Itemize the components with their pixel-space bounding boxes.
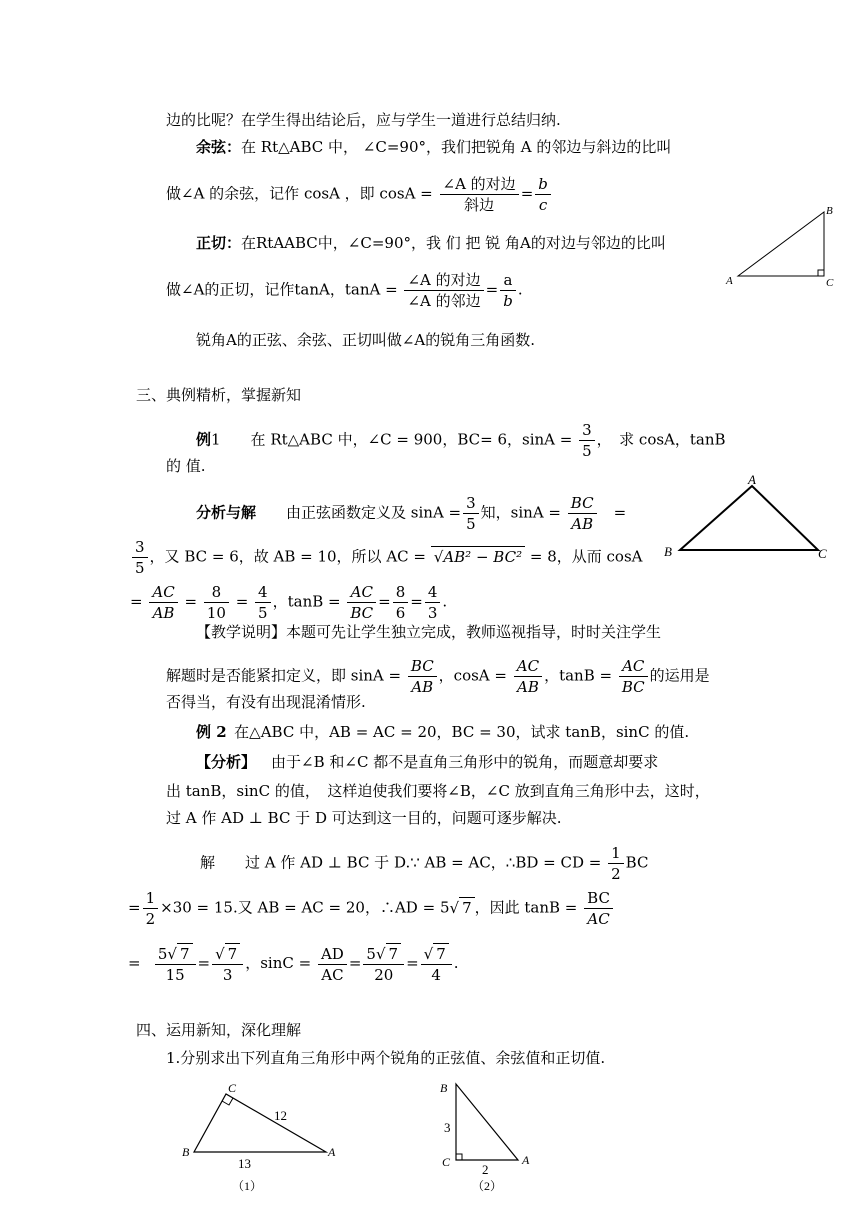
sqrt-expression: √AB² − BC²	[431, 546, 525, 567]
vertex-b-label: B	[826, 205, 833, 217]
section-4-heading: 四、运用新知，深化理解	[136, 1021, 302, 1039]
analysis-line1	[196, 493, 626, 534]
tan-eq: =	[485, 280, 499, 299]
note-text2: ，cosA =	[438, 666, 507, 685]
tan-definition-line1	[196, 233, 666, 253]
a3-eq2: =	[235, 592, 249, 611]
sol-frac2: $\frac{1}{2}$	[143, 888, 159, 929]
cos-eq: =	[520, 184, 534, 203]
cos-label: 余弦：	[196, 138, 242, 156]
s3-frac2: $\frac{√ 7}{3}$	[212, 943, 243, 985]
triangle-shape	[738, 212, 824, 276]
a3-eq0: =	[130, 592, 143, 611]
s3-eq1: =	[197, 954, 211, 972]
s3-frac3: $\frac{AD}{AC}$	[318, 944, 347, 985]
intro-line: 边的比呢？在学生得出结论后，应与学生一道进行总结归纳.	[166, 111, 561, 129]
cos-text2: 做∠A 的余弦，记作 cosA ，即 cosA =	[166, 184, 433, 203]
cos-fraction-words: $\frac{\text{∠A 的对边}}{\text{斜边}}$	[440, 174, 519, 215]
sol-text3: ，因此 tanB =	[474, 898, 578, 917]
note-frac3: $\frac{AC}{BC}$	[619, 656, 648, 697]
analysis-frac1: $\frac{3}{5}$	[463, 493, 479, 534]
sol-sqrt7: √ 7	[450, 897, 475, 918]
fig1-triangle	[194, 1094, 326, 1152]
analysis2-text1: 由于∠B 和∠C 都不是直角三角形中的锐角，而题意却要求	[271, 753, 659, 771]
example1-text2: ， 求 cosA，tanB	[596, 430, 726, 449]
solution-line3	[128, 943, 459, 985]
example1-fraction: $\frac{3}{5}$	[579, 420, 595, 461]
analysis2-line3: 过 A 作 AD ⊥ BC 于 D 可达到这一目的，问题可逐步解决.	[166, 809, 562, 827]
note-line2	[166, 656, 710, 697]
solution-line1	[200, 843, 648, 884]
s3-eq2: =	[348, 954, 362, 972]
note-line3: 否得当，有没有出现混淆情形.	[166, 693, 366, 711]
a3-eq1: =	[184, 592, 198, 611]
analysis2-line2: 出 tanB，sinC 的值， 这样迫使我们要将∠B，∠C 放到直角三角形中去，这时，	[166, 782, 710, 800]
analysis-frac3: $\frac{3}{5}$	[132, 537, 148, 578]
s3-eq0: =	[128, 954, 141, 972]
example1-label: 例	[196, 430, 212, 449]
fig1-side-ba: 13	[238, 1156, 251, 1171]
analysis-text4: ，又 BC = 6，故 AB = 10，所以 AC =	[149, 547, 426, 566]
tan-label: 正切：	[196, 234, 242, 252]
sol-coef: 5	[439, 898, 450, 917]
s3-frac2-num: √ 7	[212, 943, 243, 965]
section-3-heading: 三、典例精析，掌握新知	[136, 386, 302, 404]
sol-frac1: $\frac{1}{2}$	[608, 843, 624, 884]
sol-sqrt7-in: 7	[459, 897, 475, 918]
example1-text: 1 在 Rt△ABC 中，∠C = 900，BC= 6，sinA =	[211, 430, 573, 449]
tan-definition-line2	[166, 270, 523, 311]
s3-eq3: =	[406, 954, 419, 972]
fig2-caption: （2）	[472, 1179, 503, 1193]
a3-frac2: $\frac{8}{10}$	[204, 582, 229, 623]
figure-2	[436, 1078, 546, 1194]
note-line1: 【教学说明】本题可先让学生独立完成，教师巡视指导，时时关注学生	[196, 623, 662, 641]
s3-frac1: $\frac{5√ 7}{15}$	[155, 943, 196, 985]
analysis-text1: 由正弦函数定义及 sinA =	[286, 503, 462, 522]
cos-fraction-letters: $\frac{b}{c}$	[535, 174, 551, 215]
s3-end: .	[453, 954, 459, 972]
tan-fraction-letters: $\frac{a}{b}$	[500, 270, 516, 311]
fig2-side-bc: 3	[444, 1120, 451, 1135]
fig1-vertex-c: C	[228, 1082, 237, 1095]
example1-line2: 的 值.	[166, 457, 206, 475]
iso-vertex-b: B	[664, 544, 672, 559]
iso-vertex-c: C	[818, 546, 827, 561]
summary-line: 锐角A的正弦、余弦、正切叫做∠A的锐角三角函数.	[196, 331, 536, 349]
question-1: 1.分别求出下列直角三角形中两个锐角的正弦值、余弦值和正切值.	[166, 1049, 606, 1067]
a3-eq3: =	[378, 592, 391, 611]
s3-frac5: $\frac{√ 7}{4}$	[421, 943, 452, 985]
note-text4: 的运用是	[649, 666, 710, 685]
a3-frac1: $\frac{AC}{AB}$	[149, 582, 177, 623]
iso-triangle-shape	[680, 486, 818, 550]
analysis2-label: 【分析】	[196, 753, 249, 771]
fig1-side-ca: 12	[274, 1108, 287, 1123]
fig2-side-ca: 2	[482, 1162, 489, 1177]
solution-line2	[128, 888, 615, 929]
analysis2-line1	[196, 752, 658, 772]
sqrt-content: AB² − BC²	[443, 547, 523, 566]
a3-eq4: =	[410, 592, 423, 611]
note-text1: 解题时是否能紧扣定义，即 sinA =	[166, 666, 402, 685]
sol-text1: 解 过 A 作 AD ⊥ BC 于 D.∵ AB = AC，∴BD = CD =	[200, 853, 602, 872]
figure-1	[176, 1082, 346, 1194]
a3-text: ，tanB =	[272, 592, 341, 611]
sol-eq: =	[128, 898, 141, 917]
fig2-vertex-c: C	[442, 1155, 451, 1169]
analysis-text3: =	[613, 503, 627, 522]
a3-end: .	[442, 592, 448, 611]
vertex-c-label: C	[826, 277, 834, 289]
isosceles-triangle-figure	[662, 472, 838, 564]
sol-frac3: $\frac{BC}{AC}$	[584, 888, 613, 929]
s3-text: ，sinC =	[245, 954, 312, 972]
cos-text1: 在 Rt△ABC 中， ∠C=90°，我们把锐角 A 的邻边与斜边的比叫	[241, 138, 672, 156]
analysis-text5: = 8，从而 cosA	[529, 547, 643, 566]
analysis-text2: 知，sinA =	[480, 503, 561, 522]
fig1-vertex-b: B	[182, 1145, 190, 1159]
example2-label: 例 2	[196, 723, 227, 741]
vertex-a-label: A	[726, 275, 733, 287]
fig1-caption: （1）	[232, 1179, 263, 1193]
a3-frac4: $\frac{AC}{BC}$	[347, 582, 376, 623]
tan-fraction-words: $\frac{\text{∠A 的对边}}{\text{∠A 的邻边}}$	[404, 270, 483, 311]
fig1-vertex-a: A	[328, 1145, 336, 1159]
analysis-label: 分析与解	[196, 503, 257, 522]
example1-line1	[196, 420, 726, 461]
note-text3: ，tanB =	[544, 666, 613, 685]
cos-definition-line1	[196, 137, 671, 157]
a3-frac3: $\frac{4}{5}$	[255, 582, 271, 623]
right-angle-mark	[818, 270, 824, 276]
tan-text2: 做∠A的正切，记作tanA，tanA =	[166, 280, 398, 299]
right-triangle-figure	[722, 198, 844, 290]
s3-frac1-num: 5√ 7	[155, 943, 196, 965]
s3-frac4-num: 5√ 7	[363, 943, 404, 965]
analysis-line2	[130, 537, 643, 578]
fig2-vertex-a: A	[522, 1153, 530, 1167]
s3-frac4: $\frac{5√ 7}{20}$	[363, 943, 404, 985]
fig2-vertex-b: B	[440, 1081, 448, 1095]
fig2-right-angle-mark	[456, 1154, 462, 1160]
tan-text1: 在RtAABC中，∠C=90°，我 们 把 锐 角A的对边与邻边的比叫	[241, 234, 666, 252]
sol-text2: ×30 = 15.又 AB = AC = 20，∴AD =	[160, 898, 436, 917]
note-frac2: $\frac{AC}{AB}$	[514, 656, 542, 697]
example2-line	[196, 722, 689, 742]
fig2-triangle	[456, 1084, 518, 1160]
a3-frac5: $\frac{8}{6}$	[393, 582, 409, 623]
iso-vertex-a: A	[748, 472, 756, 487]
analysis-frac2: $\frac{BC}{AB}$	[568, 493, 597, 534]
a3-frac6: $\frac{4}{3}$	[425, 582, 441, 623]
note-frac1: $\frac{BC}{AB}$	[408, 656, 437, 697]
cos-definition-line2	[166, 174, 553, 215]
sol-text1b: BC	[625, 853, 649, 872]
s3-frac5-num: √ 7	[421, 943, 452, 965]
tan-end: .	[517, 280, 523, 299]
analysis-line3	[130, 582, 447, 623]
example2-text: 在△ABC 中，AB = AC = 20，BC = 30，试求 tanB，sinC 的值.	[234, 723, 690, 741]
